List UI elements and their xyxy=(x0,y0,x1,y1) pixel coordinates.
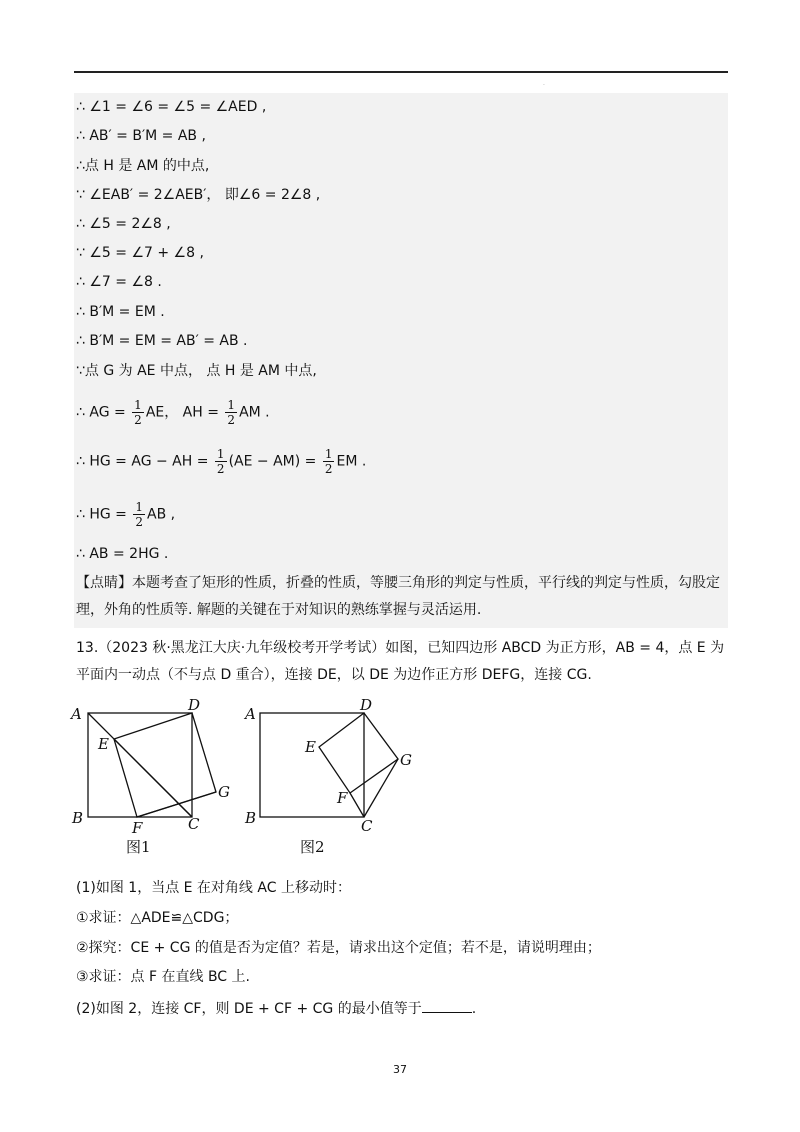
question-1: (1)如图 1，当点 E 在对角线 AC 上移动时： xyxy=(76,880,351,896)
fig1-label-b: B xyxy=(72,809,84,827)
header-dot: · xyxy=(543,82,545,89)
ag-end: AM . xyxy=(239,404,270,421)
segment-cf xyxy=(350,793,364,817)
square-abcd-2 xyxy=(260,713,364,817)
fig1-label-c: C xyxy=(188,815,200,833)
fig2-caption: 图2 xyxy=(300,838,325,856)
proof-line-8: ∴ B′M = EM . xyxy=(76,304,165,320)
problem-text: 如图，已知四边形 ABCD 为正方形，AB = 4，点 E 为平面内一动点（不与点 D 重合），连接 DE，以 DE 为边作正方形 DEFG，连接 CG. xyxy=(76,640,725,683)
proof-line-9: ∴ B′M = EM = AB′ = AB . xyxy=(76,333,248,349)
segment-cg xyxy=(364,759,398,817)
hg-mid: (AE − AM) = xyxy=(228,453,321,470)
problem-source: （2023 秋·黑龙江大庆·九年级校考开学考试） xyxy=(98,640,386,656)
question-1-3: ③求证：点 F 在直线 BC 上. xyxy=(76,969,250,985)
half-fraction: $\frac{1}{2}$ xyxy=(135,500,144,529)
fig2-label-a: A xyxy=(245,705,256,723)
question-2 xyxy=(76,998,476,1018)
square-defg xyxy=(114,713,216,817)
problem-number: 13. xyxy=(76,640,99,656)
proof-line-4: ∵ ∠EAB′ = 2∠AEB′， 即∠6 = 2∠8 , xyxy=(76,187,321,203)
proof-line-ag xyxy=(76,398,270,427)
proof-line-final: ∴ AB = 2HG . xyxy=(76,546,169,562)
comment-tag: 【点睛】 xyxy=(76,575,132,591)
question-2-end: . xyxy=(471,1001,477,1017)
half-fraction: $\frac{1}{2}$ xyxy=(134,398,142,427)
half-fraction: $\frac{1}{2}$ xyxy=(227,398,236,427)
proof-line-3: ∴点 H 是 AM 的中点, xyxy=(76,158,210,174)
proof-line-10: ∵点 G 为 AE 中点， 点 H 是 AM 中点, xyxy=(76,363,317,379)
fig1-caption: 图1 xyxy=(126,838,151,856)
ag-prefix: ∴ AG = xyxy=(76,404,131,421)
geometry-figures xyxy=(0,695,800,865)
comment-paragraph xyxy=(76,570,726,624)
fig1-label-d: D xyxy=(188,696,201,714)
proof-line-6: ∵ ∠5 = ∠7 + ∠8 , xyxy=(76,245,204,261)
proof-line-1: ∴ ∠1 = ∠6 = ∠5 = ∠AED , xyxy=(76,99,267,115)
ag-mid: AE， AH = xyxy=(145,404,224,421)
question-1-1: ①求证：△ADE≌△CDG； xyxy=(76,910,239,926)
fig1-label-e: E xyxy=(98,735,109,753)
proof-line-hg2 xyxy=(76,500,175,529)
proof-line-5: ∴ ∠5 = 2∠8 , xyxy=(76,216,171,232)
comment-text: 本题考查了矩形的性质，折叠的性质，等腰三角形的判定与性质，平行线的判定与性质，勾股定理，外角的性质等. 解题的关键在于对知识的熟练掌握与灵活运用. xyxy=(76,575,720,618)
figure-2-labels xyxy=(243,696,412,856)
fig2-label-d: D xyxy=(360,696,373,714)
header-rule xyxy=(74,71,728,73)
fig1-label-a: A xyxy=(71,705,82,723)
hg2-prefix: ∴ HG = xyxy=(76,506,132,523)
fig2-label-c: C xyxy=(361,817,373,835)
answer-blank xyxy=(422,998,472,1013)
hg-prefix: ∴ HG = AG − AH = xyxy=(76,453,213,470)
problem-statement xyxy=(76,635,726,689)
fig2-label-b: B xyxy=(245,809,257,827)
fig2-label-e: E xyxy=(305,738,316,756)
fig2-label-g: G xyxy=(400,751,412,769)
figure-1-labels xyxy=(69,696,230,856)
question-2-text: (2)如图 2，连接 CF，则 DE + CF + CG 的最小值等于 xyxy=(76,1001,422,1017)
figure-1 xyxy=(88,713,216,817)
proof-line-hg xyxy=(76,447,366,476)
figure-2 xyxy=(260,713,398,817)
hg-end: EM . xyxy=(336,453,367,470)
half-fraction: $\frac{1}{2}$ xyxy=(324,447,333,476)
fig1-label-f: F xyxy=(132,819,143,837)
hg2-end: AB , xyxy=(147,506,176,523)
question-1-2: ②探究：CE + CG 的值是否为定值？若是，请求出这个定值；若不是，请说明理由； xyxy=(76,940,601,956)
half-fraction: $\frac{1}{2}$ xyxy=(216,447,225,476)
segment-fg xyxy=(137,792,216,817)
proof-line-2: ∴ AB′ = B′M = AB , xyxy=(76,128,206,144)
square-defg-2 xyxy=(319,713,398,793)
fig2-label-f: F xyxy=(337,789,348,807)
proof-line-7: ∴ ∠7 = ∠8 . xyxy=(76,274,162,290)
page-number: 37 xyxy=(393,1063,407,1076)
fig1-label-g: G xyxy=(218,783,230,801)
